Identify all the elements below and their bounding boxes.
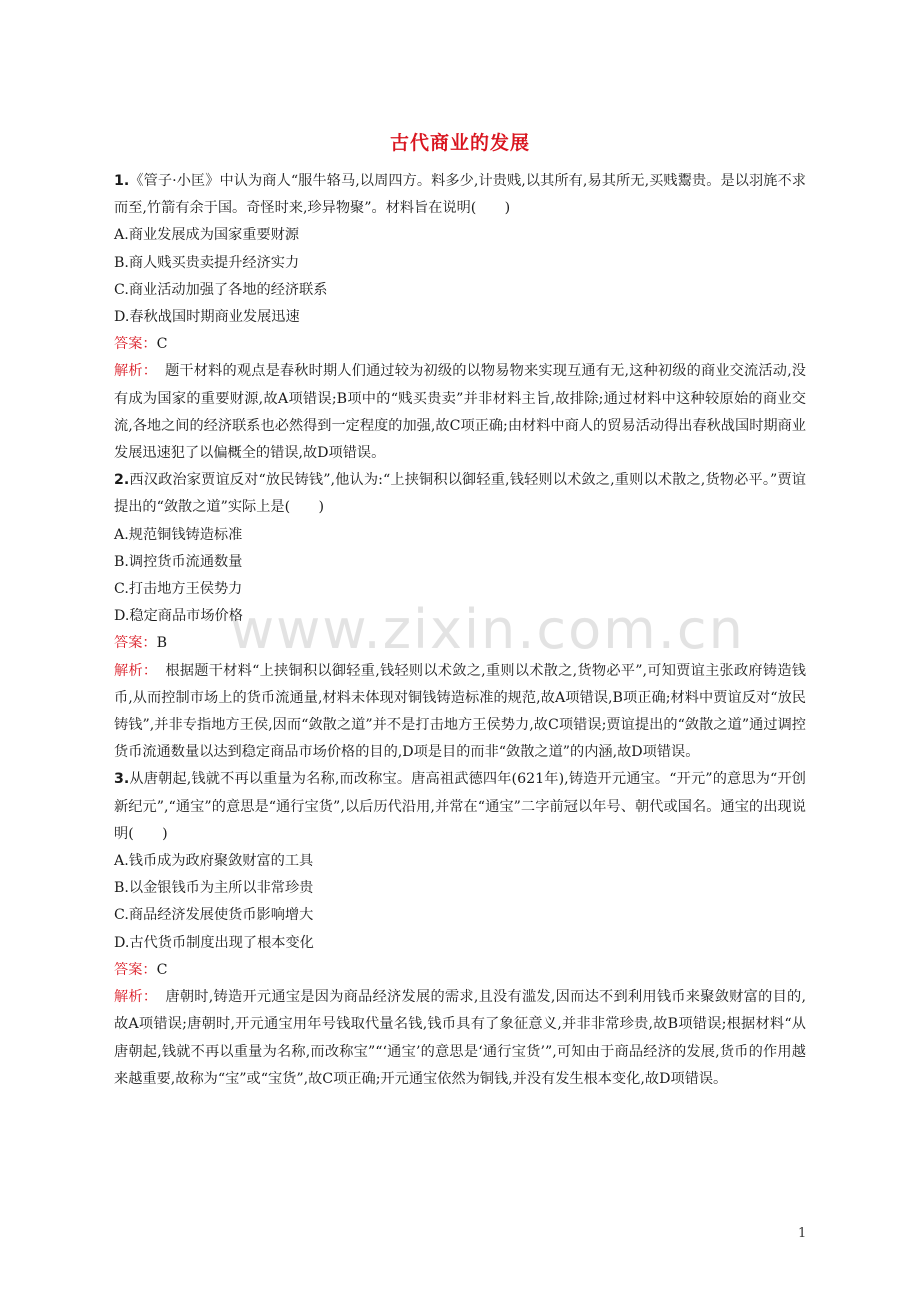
- question-3: [114, 766, 806, 1092]
- option-a: A.规范铜钱铸造标准: [114, 526, 243, 543]
- option-c: C.商品经济发展使货币影响增大: [114, 907, 314, 924]
- analysis-label: 解析：: [114, 662, 158, 679]
- analysis-paragraph: [114, 358, 806, 467]
- analysis-text: 根据题干材料“上挟铜积以御轻重,钱轻则以术敛之,重则以术散之,货物必平”,可知贾谊主张政府铸造钱币,从而控制市场上的货币流通量,材料未体现对铜钱铸造标准的规范,故A项错误,B项正确;材料中贾谊反对“放民铸钱”,并非专指地方王侯,因而“敛散之道”并不是打击地方王侯势力,故C项错误;贾谊提出的“敛散之道”通过调控货币流通数量以达到稳定商品市场价格的目的,D项是目的而非“敛散之道”的内涵,故D项错误。: [114, 662, 806, 761]
- option-a: A.商业发展成为国家重要财源: [114, 227, 300, 244]
- analysis-paragraph: [114, 658, 806, 767]
- answer-label: 答案：: [114, 961, 157, 978]
- analysis-label: 解析：: [114, 989, 158, 1006]
- analysis-label: 解析：: [114, 363, 158, 380]
- option-b: B.调控货币流通数量: [114, 553, 243, 570]
- question-1: [114, 168, 806, 467]
- answer-label: 答案：: [114, 635, 157, 652]
- question-list: [114, 168, 806, 1093]
- question-number: 3.: [114, 771, 130, 788]
- answer-line: [114, 630, 806, 657]
- page-number: 1: [798, 1226, 807, 1241]
- question-stem: [114, 168, 806, 222]
- question-text: 西汉政治家贾谊反对“放民铸钱”,他认为:“上挟铜积以御轻重,钱轻则以术敛之,重则以术散之,货物必平。”贾谊提出的“敛散之道”实际上是( ): [114, 472, 806, 516]
- question-text: 从唐朝起,钱就不再以重量为名称,而改称宝。唐高祖武德四年(621年),铸造开元通宝。“开元”的意思为“开创新纪元”,“通宝”的意思是“通行宝货”,以后历代沿用,并常在“通宝”二字前冠以年号、朝代或国名。通宝的出现说明( ): [114, 771, 806, 842]
- option-c: C.打击地方王侯势力: [114, 581, 243, 598]
- option-b: B.以金银钱币为主所以非常珍贵: [114, 880, 314, 897]
- page-title: 古代商业的发展: [389, 132, 530, 154]
- question-2: [114, 467, 806, 766]
- answer-value: C: [156, 961, 168, 978]
- answer-value: B: [156, 635, 168, 652]
- analysis-paragraph: [114, 984, 806, 1093]
- question-number: 2.: [114, 472, 130, 489]
- question-text: 《管子·小匡》中认为商人“服牛辂马,以周四方。料多少,计贵贱,以其所有,易其所无,买贱鬻贵。是以羽旄不求而至,竹箭有余于国。奇怪时来,珍异物聚”。材料旨在说明( ): [114, 173, 806, 217]
- answer-value: C: [156, 336, 168, 353]
- analysis-text: 题干材料的观点是春秋时期人们通过较为初级的以物易物来实现互通有无,这种初级的商业交流活动,没有成为国家的重要财源,故A项错误;B项中的“贱买贵卖”并非材料主旨,故排除;通过材料中这种较原始的商业交流,各地之间的经济联系也必然得到一定程度的加强,故C项正确;由材料中商人的贸易活动得出春秋战国时期商业发展迅速犯了以偏概全的错误,故D项错误。: [114, 363, 806, 462]
- analysis-text: 唐朝时,铸造开元通宝是因为商品经济发展的需求,且没有滥发,因而达不到利用钱币来聚敛财富的目的,故A项错误;唐朝时,开元通宝用年号钱取代量名钱,钱币具有了象征意义,并非非常珍贵,故B项错误;根据材料“从唐朝起,钱就不再以重量为名称,而改称宝”“‘通宝’的意思是‘通行宝货’”,可知由于商品经济的发展,货币的作用越来越重要,故称为“宝”或“宝货”,故C项正确;开元通宝依然为铜钱,并没有发生根本变化,故D项错误。: [114, 989, 806, 1087]
- option-a: A.钱币成为政府聚敛财富的工具: [114, 853, 314, 870]
- question-stem: [114, 467, 806, 521]
- answer-line: [114, 957, 806, 984]
- question-number: 1.: [114, 173, 130, 189]
- option-d: D.稳定商品市场价格: [114, 608, 243, 625]
- option-d: D.古代货币制度出现了根本变化: [114, 934, 314, 951]
- answer-label: 答案：: [114, 336, 157, 353]
- answer-line: [114, 331, 806, 358]
- watermark: www.zixin.com.cn: [230, 598, 745, 661]
- option-d: D.春秋战国时期商业发展迅速: [114, 309, 300, 326]
- option-b: B.商人贱买贵卖提升经济实力: [114, 254, 300, 271]
- option-c: C.商业活动加强了各地的经济联系: [114, 281, 328, 298]
- question-stem: [114, 766, 806, 848]
